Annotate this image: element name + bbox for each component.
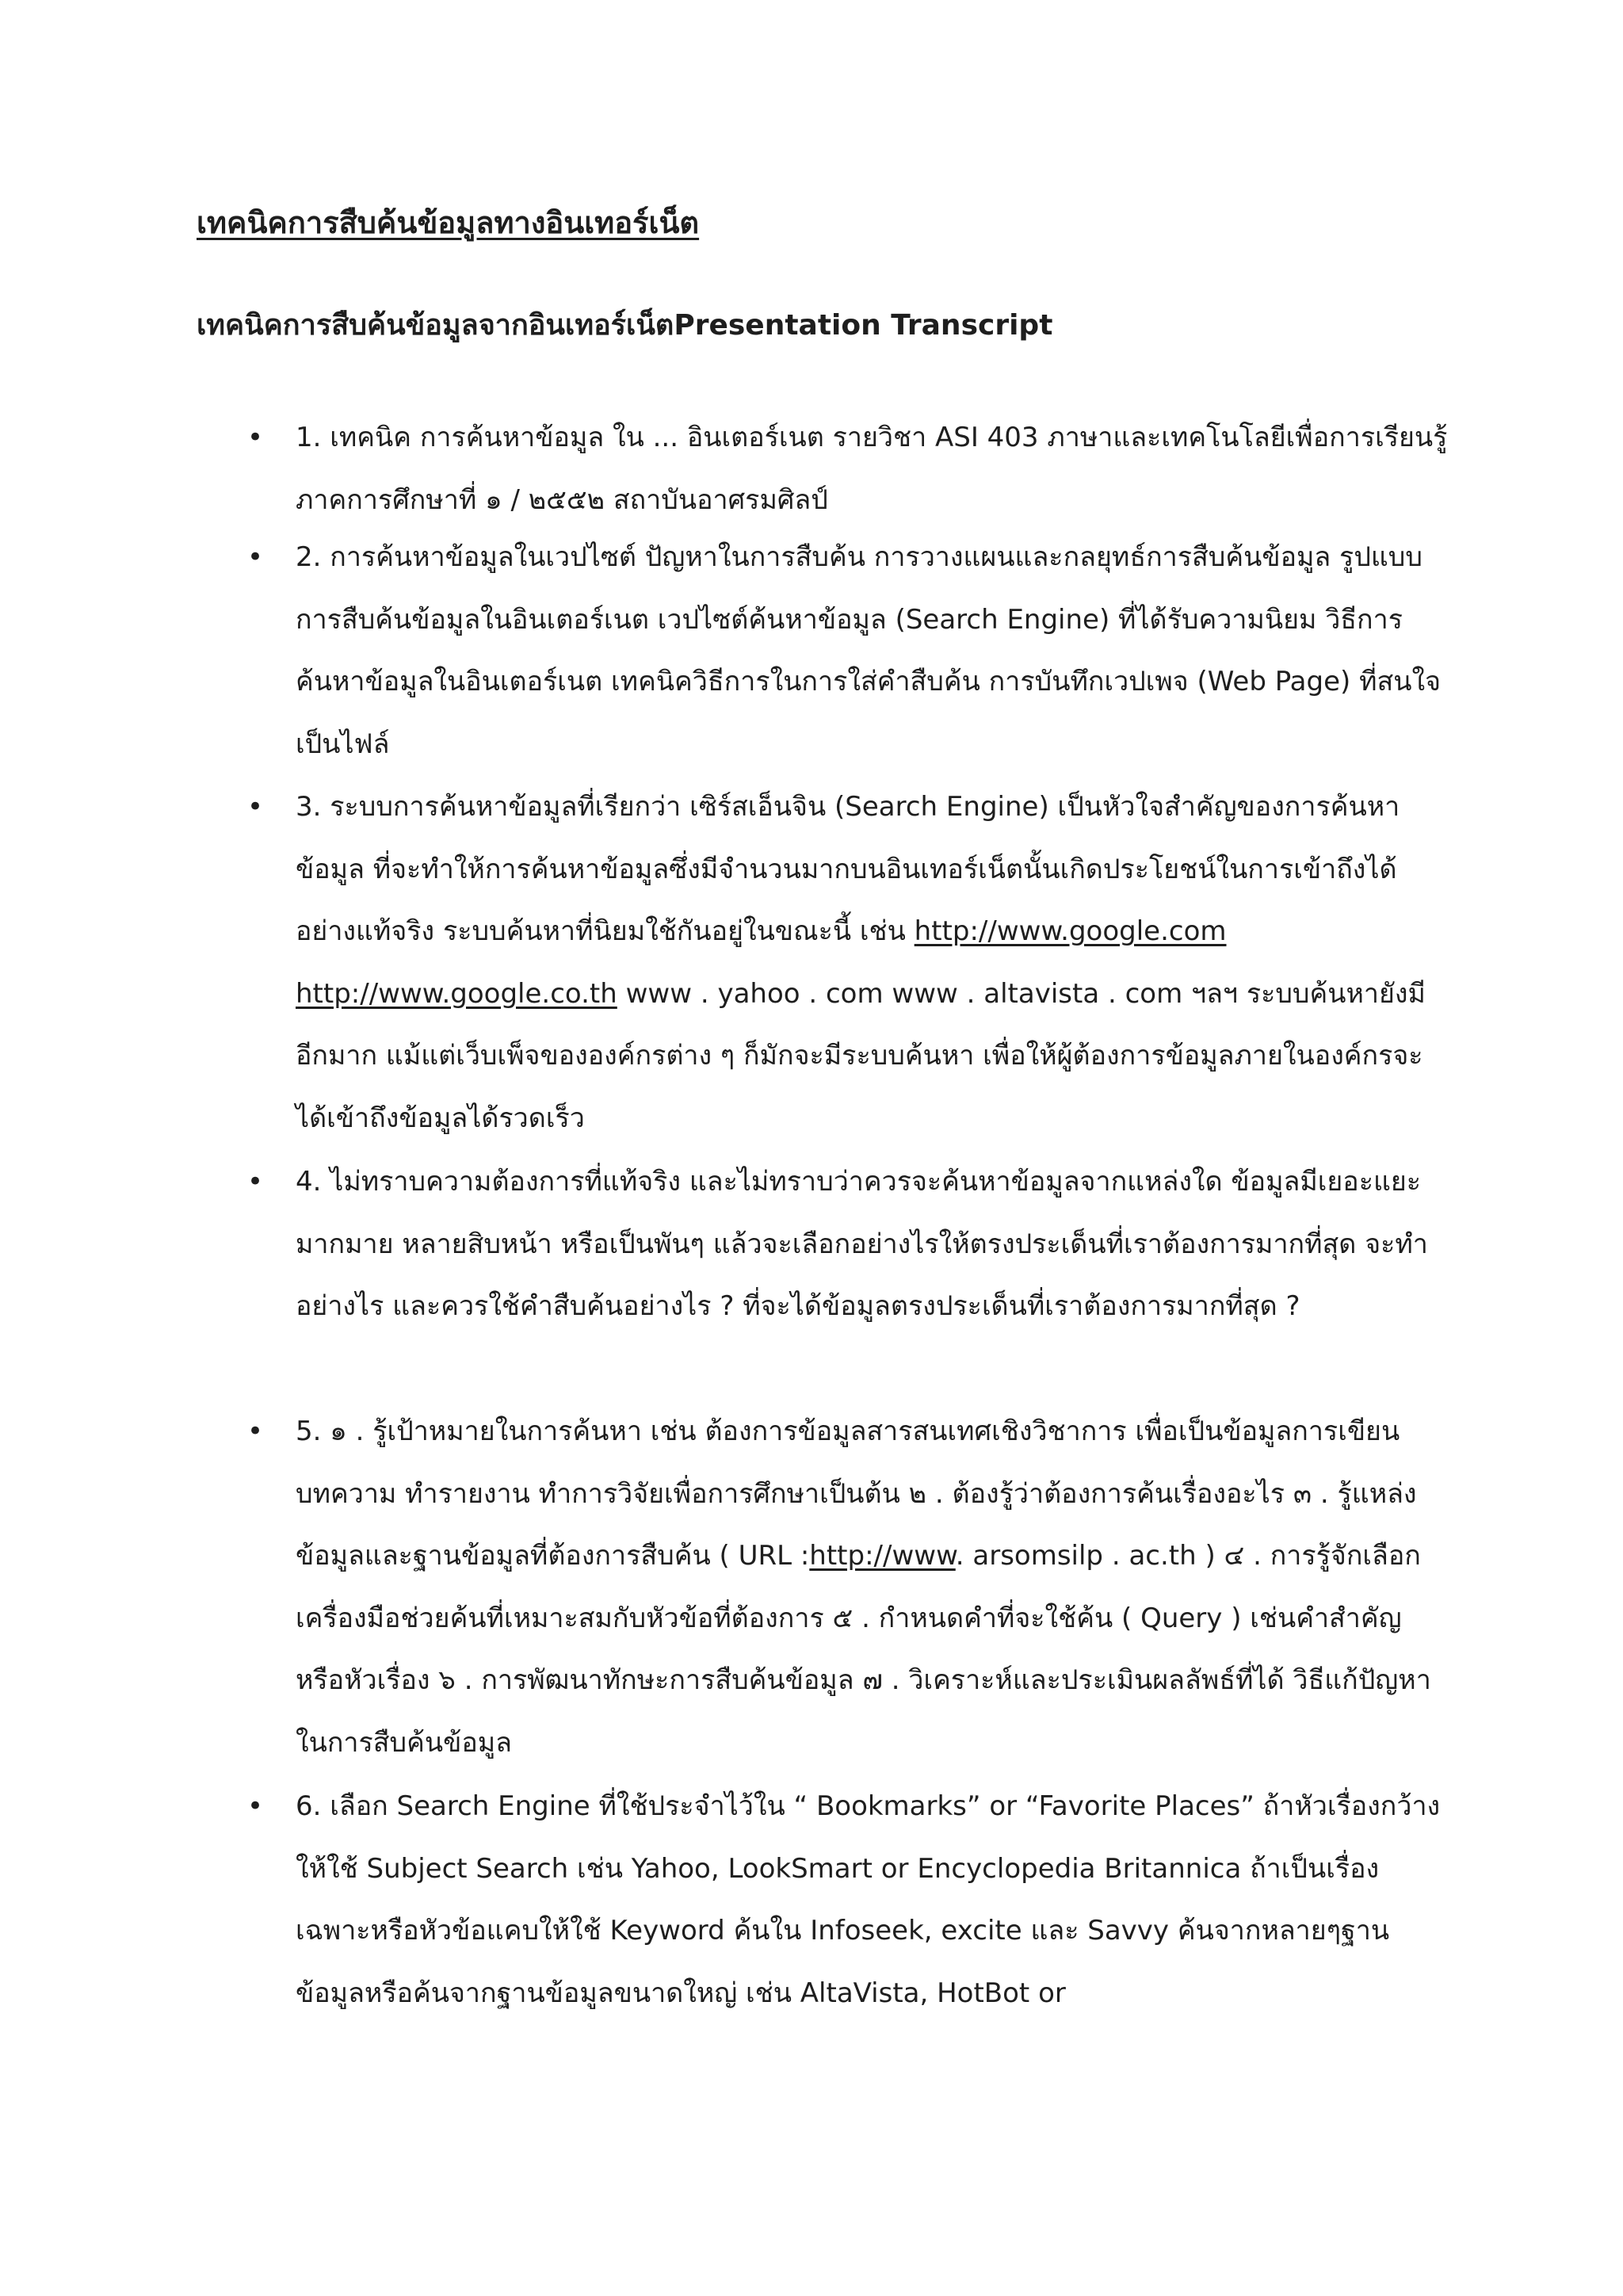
list-item-text-end: www . yahoo . com www . altavista . com ฯลฯ ระบบค้นหายังมีอีกมาก แม้แต่เว็บเพ็จขององค์กรต่าง ๆ ก็มักจะมีระบบค้นหา เพื่อให้ผู้ต้องการข้อมูลภายในองค์กรจะได้เข้าถึงข้อมูลได้รวดเร็ว — [296, 977, 1426, 1134]
bullet-icon: • — [247, 1790, 264, 1822]
list-item-text-end: . arsomsilp . ac.th ) ๔ . การรู้จักเลือกเครื่องมือช่วยค้นที่เหมาะสมกับหัวข้อที่ต้องการ ๕ . กำหนดคำที่จะใช้ค้น ( Query ) เช่นคำสำคัญหรือหัวเรื่อง ๖ . การพัฒนาทักษะการสืบค้นข้อมูล ๗ . วิเคราะห์และประเมินผลลัพธ์ที่ได้ วิธีแก้ปัญหาในการสืบค้นข้อมูล — [296, 1540, 1431, 1759]
list-item-text: 4. ไม่ทราบความต้องการที่แท้จริง และไม่ทราบว่าควรจะค้นหาข้อมูลจากแหล่งใด ข้อมูลมีเยอะแยะมากมาย หลายสิบหน้า หรือเป็นพันๆ แล้วจะเลือกอย่างไรให้ตรงประเด็นที่เราต้องการมากที่สุด จะทำอย่างไร และควรใช้คำสืบค้นอย่างไร ? ที่จะได้ข้อมูลตรงประเด็นที่เราต้องการมากที่สุด ? — [296, 1166, 1428, 1322]
google-com-link[interactable]: http://www.google.com — [914, 915, 1227, 947]
list-item-text — [296, 1400, 1449, 1774]
bullet-icon: • — [247, 1415, 264, 1447]
list-item-text-start: 3. ระบบการค้นหาข้อมูลที่เรียกว่า เซิร์สเอ็นจิน (Search Engine) เป็นหัวใจสำคัญของการค้นหาข้อมูล ที่จะทำให้การค้นหาข้อมูลซึ่งมีจำนวนมากบนอินเทอร์เน็ตนั้นเกิดประโยชน์ในการเข้าถึงได้อย่างแท้จริง ระบบค้นหาที่นิยมใช้กันอยู่ในขณะนี้ เช่น — [296, 791, 1400, 947]
bullet-icon: • — [247, 1166, 264, 1198]
list-item-text: 6. เลือก Search Engine ที่ใช้ประจำไว้ใน “ Bookmarks” or “Favorite Places” ถ้าหัวเรื่องกว้างให้ใช้ Subject Search เช่น Yahoo, LookSmart or Encyclopedia Britannica ถ้าเป็นเรื่องเฉพาะหรือหัวข้อแคบให้ใช้ Keyword ค้นใน Infoseek, excite และ Savvy ค้นจากหลายๆฐานข้อมูลหรือค้นจากฐานข้อมูลขนาดใหญ่ เช่น AltaVista, HotBot or — [296, 1790, 1441, 2009]
list-item-text: 1. เทคนิค การค้นหาข้อมูล ใน ... อินเตอร์เนต รายวิชา ASI 403 ภาษาและเทคโนโลยีเพื่อการเรียนรู้ ภาคการศึกษาที่ ๑ / ๒๕๕๒ สถาบันอาศรมศิลป์ — [296, 422, 1448, 516]
list-item-text — [296, 776, 1449, 1149]
arsomsilp-link[interactable]: http://www — [809, 1540, 956, 1572]
bullet-icon: • — [247, 791, 264, 823]
page-title: เทคนิคการสืบค้นข้อมูลทางอินเทอร์เน็ต — [197, 205, 700, 240]
bullet-icon: • — [247, 541, 264, 573]
bullet-icon: • — [247, 422, 264, 453]
page-subtitle: เทคนิคการสืบค้นข้อมูลจากอินเทอร์เน็ตPresentation Transcript — [197, 309, 1053, 342]
google-co-th-link[interactable]: http://www.google.co.th — [296, 977, 617, 1010]
list-item-text: 2. การค้นหาข้อมูลในเวปไซต์ ปัญหาในการสืบค้น การวางแผนและกลยุทธ์การสืบค้นข้อมูล รูปแบบการสืบค้นข้อมูลในอินเตอร์เนต เวปไซต์ค้นหาข้อมูล (Search Engine) ที่ได้รับความนิยม วิธีการค้นหาข้อมูลในอินเตอร์เนต เทคนิควิธีการในการใส่คำสืบค้น การบันทึกเวปเพจ (Web Page) ที่สนใจเป็นไฟล์ — [296, 541, 1442, 760]
list-item-text-start: 5. ๑ . รู้เป้าหมายในการค้นหา เช่น ต้องการข้อมูลสารสนเทศเชิงวิชาการ เพื่อเป็นข้อมูลการเขียนบทความ ทำรายงาน ทำการวิจัยเพื่อการศึกษาเป็นต้น ๒ . ต้องรู้ว่าต้องการค้นเรื่องอะไร ๓ . รู้แหล่งข้อมูลและฐานข้อมูลที่ต้องการสืบค้น ( URL : — [296, 1415, 1417, 1572]
